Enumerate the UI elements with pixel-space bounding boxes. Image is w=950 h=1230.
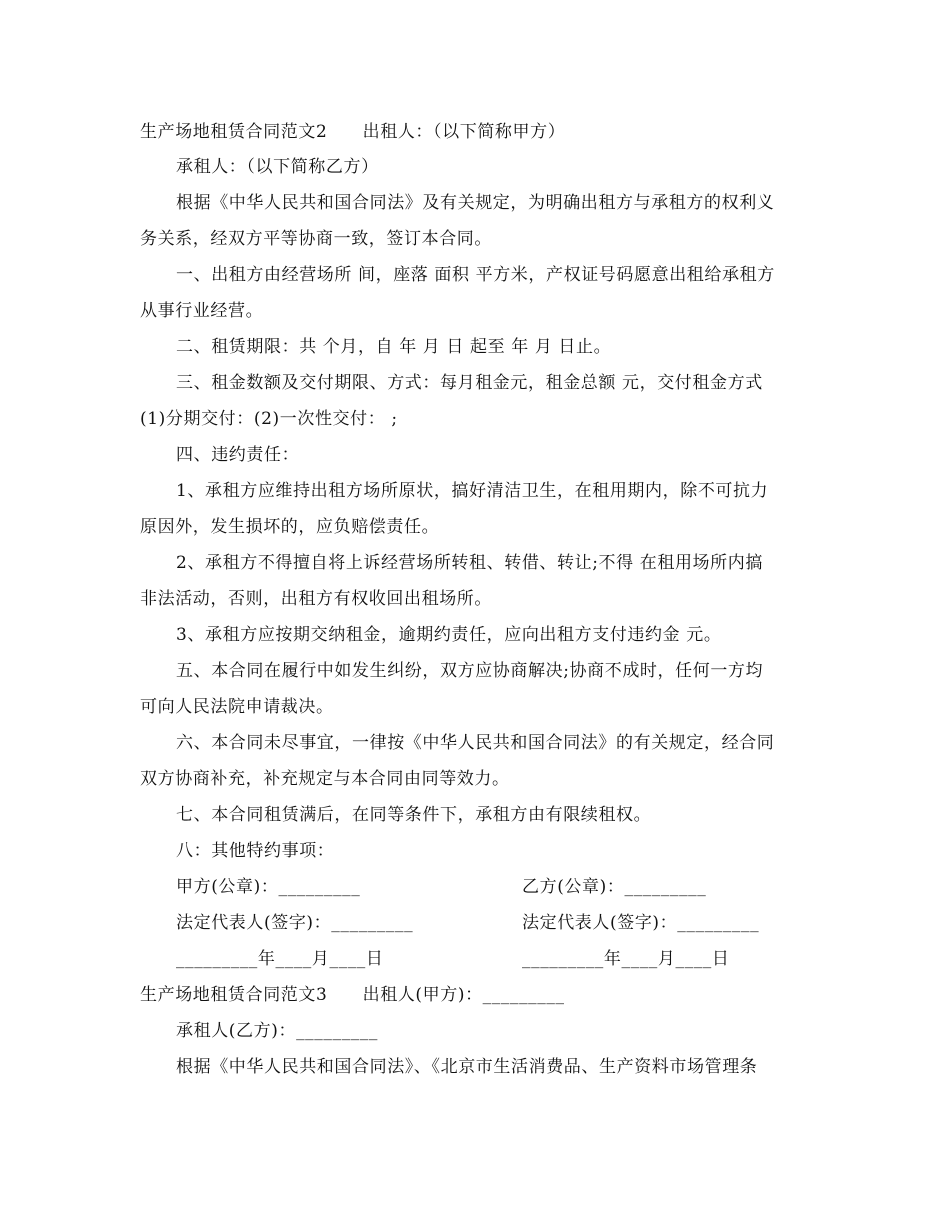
clause-4-item-1-line: 原因外，发生损坏的，应负赔偿责任。 xyxy=(140,517,440,537)
clause-5-line: 可向人民法院申请裁决。 xyxy=(140,697,334,717)
clause-5-line: 五、本合同在履行中如发生纠纷，双方应协商解决;协商不成时，任何一方均 xyxy=(176,661,764,681)
clause-4-item-1-line: 1、承租方应维持出租方场所原状，搞好清洁卫生，在租用期内，除不可抗力 xyxy=(176,481,769,501)
party-b-representative-field: 法定代表人(签字)：_________ xyxy=(522,913,760,933)
clause-8-heading: 八：其他特约事项： xyxy=(176,841,335,861)
clause-4-heading: 四、违约责任： xyxy=(176,445,300,465)
paragraph-line: 务关系，经双方平等协商一致，签订本合同。 xyxy=(140,229,492,249)
clause-6-line: 双方协商补充，补充规定与本合同由同等效力。 xyxy=(140,769,510,789)
clause-1-line: 从事行业经营。 xyxy=(140,301,264,321)
contract-3-lessee-line: 承租人(乙方)：_________ xyxy=(176,1021,378,1041)
clause-6-line: 六、本合同未尽事宜，一律按《中华人民共和国合同法》的有关规定，经合同 xyxy=(176,733,775,753)
contract-3-title-line: 生产场地租赁合同范文3 出租人(甲方)：_________ xyxy=(140,985,565,1005)
party-a-date-field: _________年____月____日 xyxy=(176,949,384,969)
clause-7-line: 七、本合同租赁满后，在同等条件下，承租方由有限续租权。 xyxy=(176,805,652,825)
party-a-seal-field: 甲方(公章)：_________ xyxy=(176,877,361,897)
clause-4-item-2-line: 2、承租方不得擅自将上诉经营场所转租、转借、转让;不得 在租用场所内搞 xyxy=(176,553,763,573)
party-b-seal-field: 乙方(公章)：_________ xyxy=(522,877,707,897)
contract-2-title-line: 生产场地租赁合同范文2 出租人：（以下简称甲方） xyxy=(140,122,566,142)
lessee-line: 承租人：（以下简称乙方） xyxy=(176,157,379,177)
clause-1-line: 一、出租方由经营场所 间，座落 面积 平方米，产权证号码愿意出租给承租方 xyxy=(176,265,775,285)
clause-4-item-3-line: 3、承租方应按期交纳租金，逾期约责任，应向出租方支付违约金 元。 xyxy=(176,625,722,645)
party-a-representative-field: 法定代表人(签字)：_________ xyxy=(176,913,414,933)
paragraph-line: 根据《中华人民共和国合同法》及有关规定，为明确出租方与承租方的权利义 xyxy=(176,193,775,213)
clause-2-line: 二、租赁期限：共 个月，自 年 月 日 起至 年 月 日止。 xyxy=(176,337,612,357)
clause-3-line: (1)分期交付：(2)一次性交付： ; xyxy=(140,409,398,429)
party-b-date-field: _________年____月____日 xyxy=(522,949,730,969)
contract-3-basis-line: 根据《中华人民共和国合同法》、《北京市生活消费品、生产资料市场管理条 xyxy=(176,1057,758,1077)
clause-4-item-2-line: 非法活动，否则，出租方有权收回出租场所。 xyxy=(140,589,492,609)
clause-3-line: 三、租金数额及交付期限、方式：每月租金元，租金总额 元，交付租金方式 xyxy=(176,373,763,393)
